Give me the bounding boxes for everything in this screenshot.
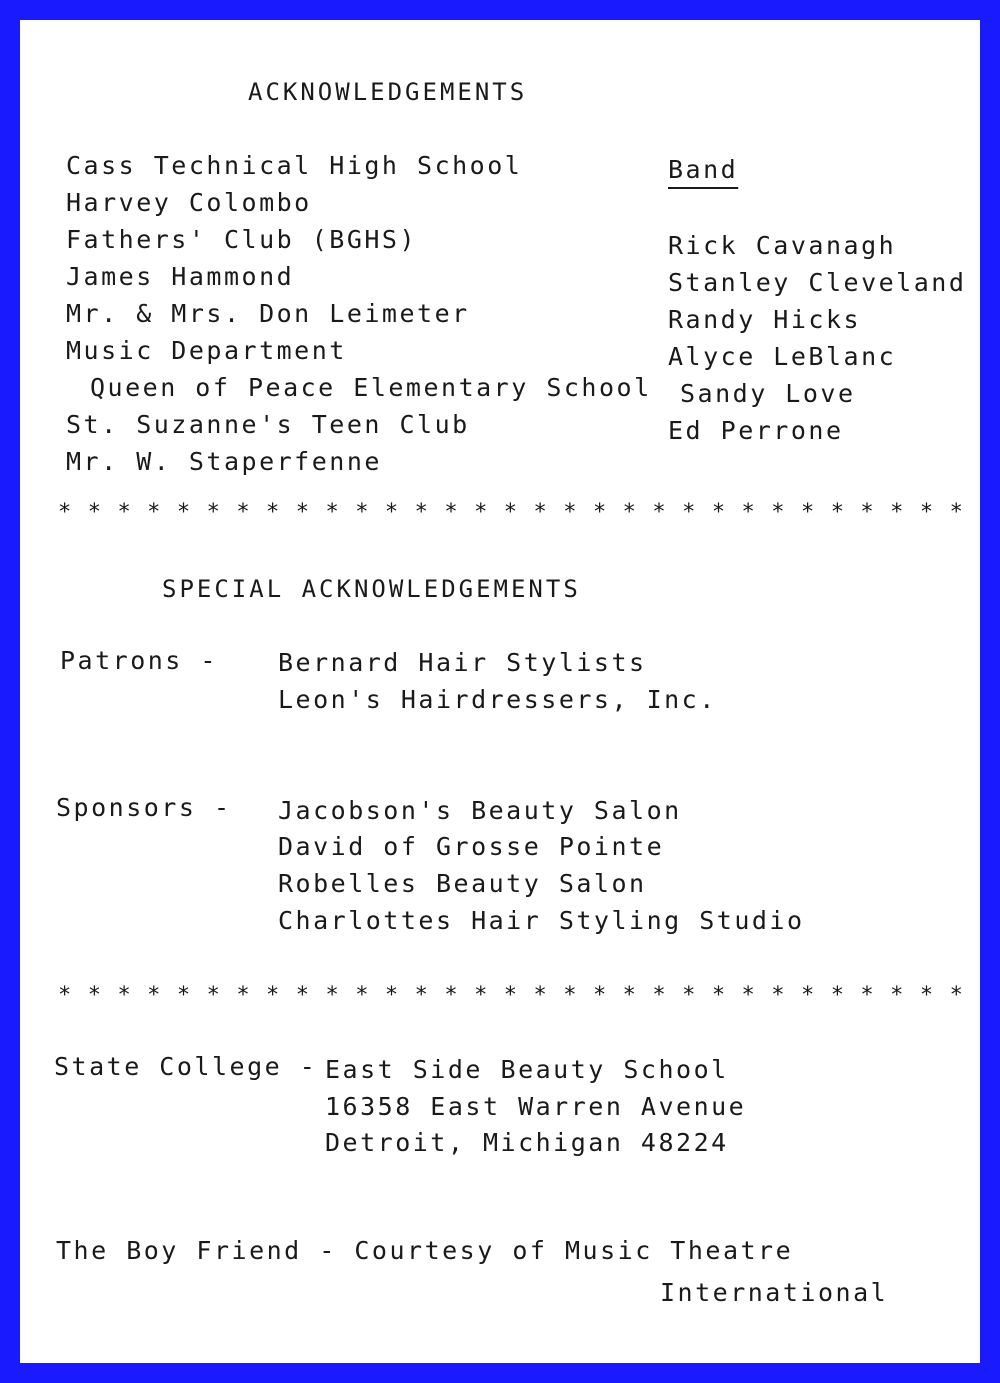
star-glyph: * <box>622 500 636 525</box>
state-college-line: Detroit, Michigan 48224 <box>325 1128 729 1157</box>
star-glyph: * <box>741 983 755 1008</box>
credit-line: The Boy Friend - Courtesy of Music Theatre <box>56 1236 794 1265</box>
star-glyph: * <box>295 500 309 525</box>
band-member: Rick Cavanagh <box>668 231 897 260</box>
star-glyph: * <box>919 983 934 1008</box>
sponsor-item: Jacobson's Beauty Salon <box>278 796 682 825</box>
star-glyph: * <box>830 500 844 525</box>
star-glyph: * <box>563 500 577 525</box>
star-glyph: * <box>206 983 220 1008</box>
star-glyph: * <box>117 500 131 525</box>
star-glyph: * <box>355 500 369 525</box>
star-glyph: * <box>890 983 904 1008</box>
ack-item: Music Department <box>66 336 347 365</box>
star-glyph: * <box>771 500 785 525</box>
acknowledgements-heading: ACKNOWLEDGEMENTS <box>248 78 528 106</box>
star-glyph: * <box>266 500 280 525</box>
star-glyph: * <box>711 983 726 1008</box>
program-page <box>20 20 980 1363</box>
star-glyph: * <box>266 983 280 1008</box>
sponsors-label: Sponsors - <box>56 793 232 822</box>
star-glyph: * <box>652 500 666 525</box>
star-glyph: * <box>58 983 72 1008</box>
ack-item: Mr. W. Staperfenne <box>66 447 382 476</box>
sponsor-item: Robelles Beauty Salon <box>278 869 647 898</box>
star-glyph: * <box>147 500 161 525</box>
state-college-label: State College - <box>54 1052 318 1081</box>
star-divider-top <box>58 500 963 525</box>
star-glyph: * <box>384 500 399 525</box>
star-glyph: * <box>87 500 101 525</box>
band-heading: Band <box>668 155 739 184</box>
state-college-line: 16358 East Warren Avenue <box>325 1092 747 1121</box>
star-glyph: * <box>206 500 220 525</box>
band-member: Ed Perrone <box>668 416 844 445</box>
star-glyph: * <box>384 983 399 1008</box>
star-glyph: * <box>741 500 755 525</box>
band-member: Sandy Love <box>680 379 856 408</box>
special-acknowledgements-heading: SPECIAL ACKNOWLEDGEMENTS <box>162 575 581 603</box>
star-glyph: * <box>682 500 696 525</box>
patron-item: Bernard Hair Stylists <box>278 648 647 677</box>
star-glyph: * <box>711 500 726 525</box>
star-glyph: * <box>117 983 131 1008</box>
sponsor-item: Charlottes Hair Styling Studio <box>278 906 805 935</box>
star-glyph: * <box>474 500 488 525</box>
star-divider-bottom <box>58 983 963 1008</box>
star-glyph: * <box>58 500 72 525</box>
star-glyph: * <box>355 983 369 1008</box>
star-glyph: * <box>682 983 696 1008</box>
star-glyph: * <box>503 500 518 525</box>
credit-line-continued: International <box>660 1278 889 1307</box>
ack-item: St. Suzanne's Teen Club <box>66 410 470 439</box>
sponsor-item: David of Grosse Pointe <box>278 832 665 861</box>
star-glyph: * <box>652 983 666 1008</box>
star-glyph: * <box>444 983 458 1008</box>
star-glyph: * <box>147 983 161 1008</box>
band-member: Randy Hicks <box>668 305 862 334</box>
star-glyph: * <box>860 983 874 1008</box>
star-glyph: * <box>919 500 934 525</box>
ack-item: Cass Technical High School <box>66 151 523 180</box>
star-glyph: * <box>860 500 874 525</box>
star-glyph: * <box>592 500 607 525</box>
patrons-label: Patrons - <box>60 646 218 675</box>
ack-item: Harvey Colombo <box>66 188 312 217</box>
star-glyph: * <box>474 983 488 1008</box>
star-glyph: * <box>325 500 339 525</box>
star-glyph: * <box>949 500 963 525</box>
star-glyph: * <box>800 500 815 525</box>
band-member: Alyce LeBlanc <box>668 342 897 371</box>
star-glyph: * <box>414 500 428 525</box>
patron-item: Leon's Hairdressers, Inc. <box>278 685 717 714</box>
star-glyph: * <box>414 983 428 1008</box>
star-glyph: * <box>444 500 458 525</box>
star-glyph: * <box>325 983 339 1008</box>
star-glyph: * <box>503 983 518 1008</box>
star-glyph: * <box>771 983 785 1008</box>
star-glyph: * <box>949 983 963 1008</box>
star-glyph: * <box>87 983 101 1008</box>
star-glyph: * <box>533 500 547 525</box>
star-glyph: * <box>563 983 577 1008</box>
star-glyph: * <box>236 983 250 1008</box>
ack-item: Queen of Peace Elementary School <box>90 373 652 402</box>
star-glyph: * <box>176 500 191 525</box>
ack-item: Fathers' Club (BGHS) <box>66 225 418 254</box>
state-college-line: East Side Beauty School <box>325 1055 729 1084</box>
star-glyph: * <box>830 983 844 1008</box>
ack-item: Mr. & Mrs. Don Leimeter <box>66 299 470 328</box>
star-glyph: * <box>890 500 904 525</box>
ack-item: James Hammond <box>66 262 295 291</box>
star-glyph: * <box>622 983 636 1008</box>
star-glyph: * <box>295 983 309 1008</box>
star-glyph: * <box>800 983 815 1008</box>
star-glyph: * <box>236 500 250 525</box>
star-glyph: * <box>533 983 547 1008</box>
band-member: Stanley Cleveland <box>668 268 967 297</box>
star-glyph: * <box>592 983 607 1008</box>
star-glyph: * <box>176 983 191 1008</box>
